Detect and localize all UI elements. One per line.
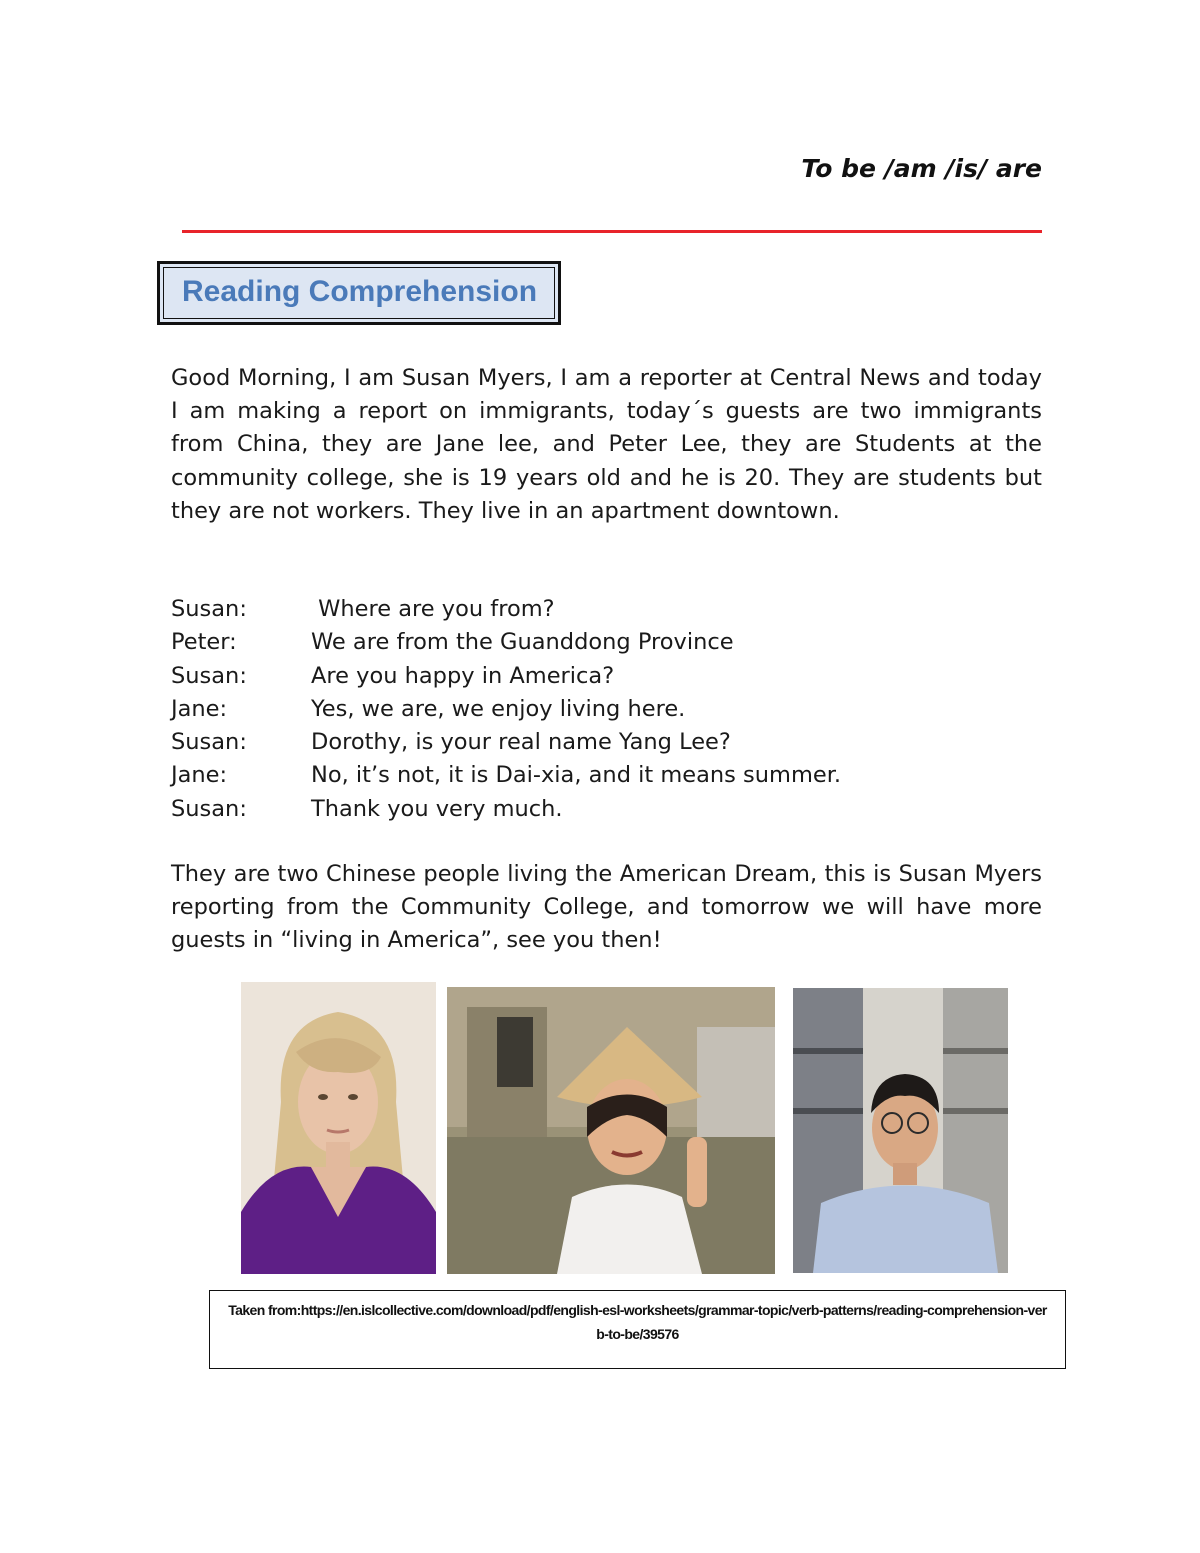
dialogue-line <box>171 693 1042 726</box>
dialogue-speaker: Jane: <box>171 695 228 722</box>
dialogue-line <box>171 759 1042 792</box>
dialogue-text: No, it’s not, it is Dai-xia, and it means summer. <box>311 762 842 789</box>
source-citation: Taken from:https://en.islcollective.com/download/pdf/english-esl-worksheets/grammar-topic/verb-patterns/reading-comprehension-verb-to-be/39576 <box>228 1302 1047 1342</box>
header-divider <box>182 230 1042 233</box>
dialogue-speaker: Susan: <box>171 729 247 756</box>
dialogue-speaker: Susan: <box>171 795 247 822</box>
section-title: Reading Comprehension <box>182 275 538 308</box>
page-title: To be /am /is/ are <box>801 154 1042 183</box>
dialogue-line <box>171 626 1042 659</box>
dialogue-speaker: Susan: <box>171 662 247 689</box>
dialogue <box>171 593 1042 826</box>
dialogue-text: Thank you very much. <box>311 795 563 822</box>
dialogue-text: We are from the Guanddong Province <box>311 629 734 656</box>
young-man-with-glasses-illustration <box>793 988 1008 1273</box>
closing-paragraph: They are two Chinese people living the American Dream, this is Susan Myers reporting from the Community College, and tomorrow we will have more guests in “living in America”, see you then! <box>171 861 1042 954</box>
dialogue-line <box>171 660 1042 693</box>
dialogue-speaker: Peter: <box>171 629 237 656</box>
dialogue-line <box>171 726 1042 759</box>
woman-portrait-photo <box>241 982 436 1274</box>
dialogue-line <box>171 793 1042 826</box>
young-man-with-glasses-photo <box>793 988 1008 1273</box>
dialogue-text: Dorothy, is your real name Yang Lee? <box>311 729 731 756</box>
woman-with-conical-hat-photo <box>447 987 775 1274</box>
dialogue-speaker: Susan: <box>171 596 247 622</box>
woman-with-conical-hat-illustration <box>447 987 775 1274</box>
dialogue-speaker: Jane: <box>171 762 228 789</box>
intro-paragraph: Good Morning, I am Susan Myers, I am a reporter at Central News and today I am making a report on immigrants, today´s guests are two immigrants from China, they are Jane lee, and Peter Lee, they are Students at the community college, she is 19 years old and he is 20. They are students but they are not workers. They live in an apartment downtown. <box>171 365 1042 524</box>
woman-portrait-illustration <box>241 982 436 1274</box>
dialogue-text: Are you happy in America? <box>311 662 615 689</box>
dialogue-text: Yes, we are, we enjoy living here. <box>311 695 686 722</box>
dialogue-text: Where are you from? <box>311 596 555 622</box>
dialogue-line <box>171 593 1042 626</box>
